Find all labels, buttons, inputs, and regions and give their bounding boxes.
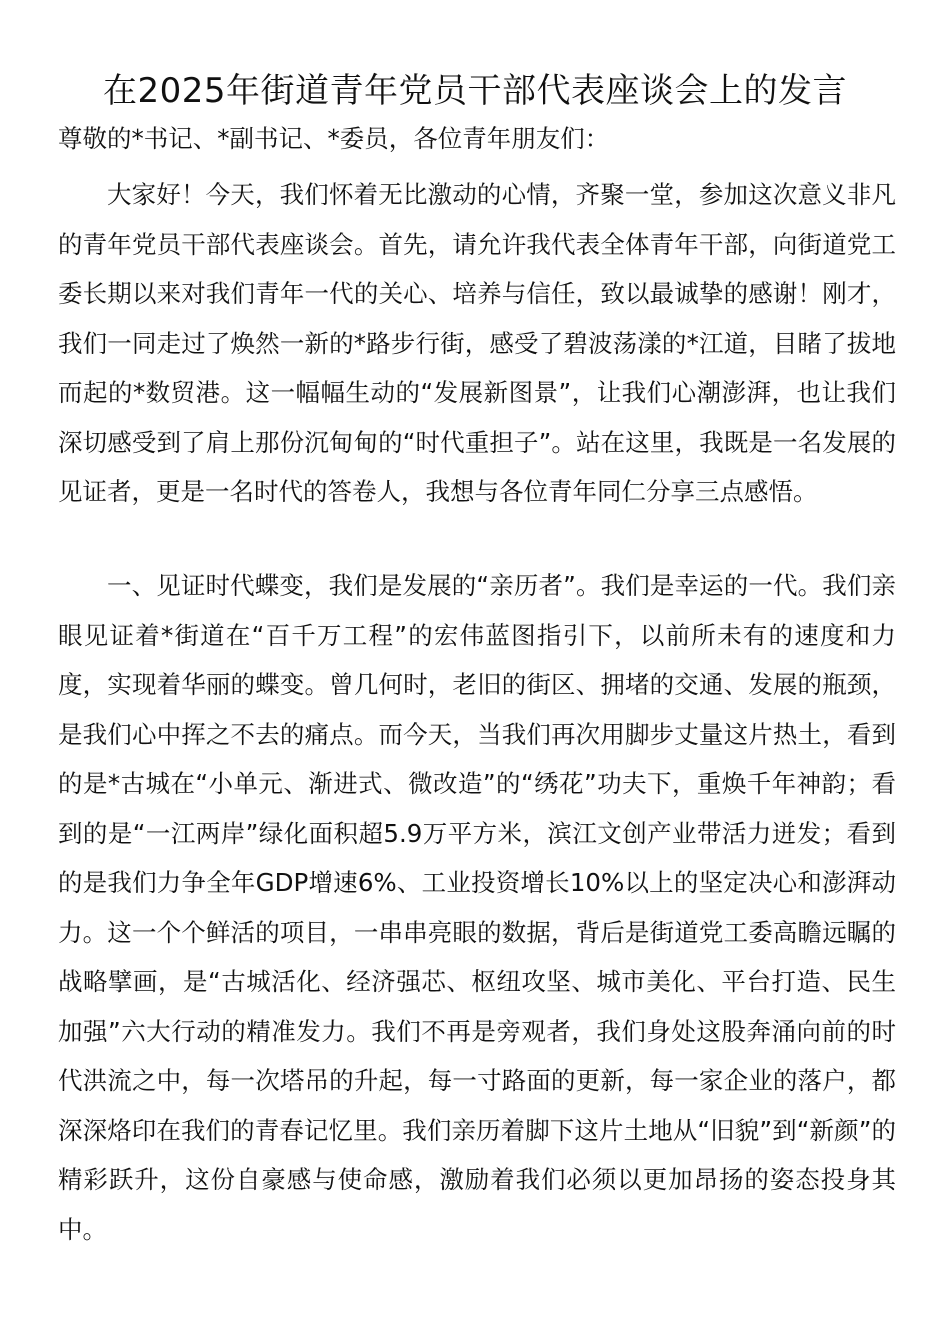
- document-title: 在2025年街道青年党员干部代表座谈会上的发言: [102, 71, 848, 111]
- paragraph-section-one: 一、见证时代蝶变，我们是发展的“亲历者”。我们是幸运的一代。我们亲眼见证着*街道在“百千万工程”的宏伟蓝图指引下，以前所未有的速度和力度，实现着华丽的蝶变。曾几何时，老旧的街区、拥堵的交通、发展的瓶颈，是我们心中挥之不去的痛点。而今天，当我们再次用脚步丈量这片热土，看到的是*古城在“小单元、渐进式、微改造”的“绣花”功夫下，重焕千年神韵；看到的是“一江两岸”绿化面积超5.9万平方米，滨江文创产业带活力迸发；看到的是我们力争全年GDP增速6%、工业投资增长10%以上的坚定决心和澎湃动力。这一个个鲜活的项目，一串串亮眼的数据，背后是街道党工委高瞻远瞩的战略擘画，是“古城活化、经济强芯、枢纽攻坚、城市美化、平台打造、民生加强”六大行动的精准发力。我们不再是旁观者，我们身处这股奔涌向前的时代洪流之中，每一次塔吊的升起，每一寸路面的更新，每一家企业的落户，都深深烙印在我们的青春记忆里。我们亲历着脚下这片土地从“旧貌”到“新颜”的精彩跃升，这份自豪感与使命感，激励着我们必须以更加昂扬的姿态投身其中。: [58, 571, 896, 1244]
- salutation: 尊敬的*书记、*副书记、*委员，各位青年朋友们：: [58, 124, 610, 153]
- paragraph-opening: 大家好！今天，我们怀着无比激动的心情，齐聚一堂，参加这次意义非凡的青年党员干部代表座谈会。首先，请允许我代表全体青年干部，向街道党工委长期以来对我们青年一代的关心、培养与信任，致以最诚挚的感谢！刚才，我们一同走过了焕然一新的*路步行街，感受了碧波荡漾的*江道，目睹了拔地而起的*数贸港。这一幅幅生动的“发展新图景”，让我们心潮澎湃，也让我们深切感受到了肩上那份沉甸甸的“时代重担子”。站在这里，我既是一名发展的见证者，更是一名时代的答卷人，我想与各位青年同仁分享三点感悟。: [58, 180, 896, 506]
